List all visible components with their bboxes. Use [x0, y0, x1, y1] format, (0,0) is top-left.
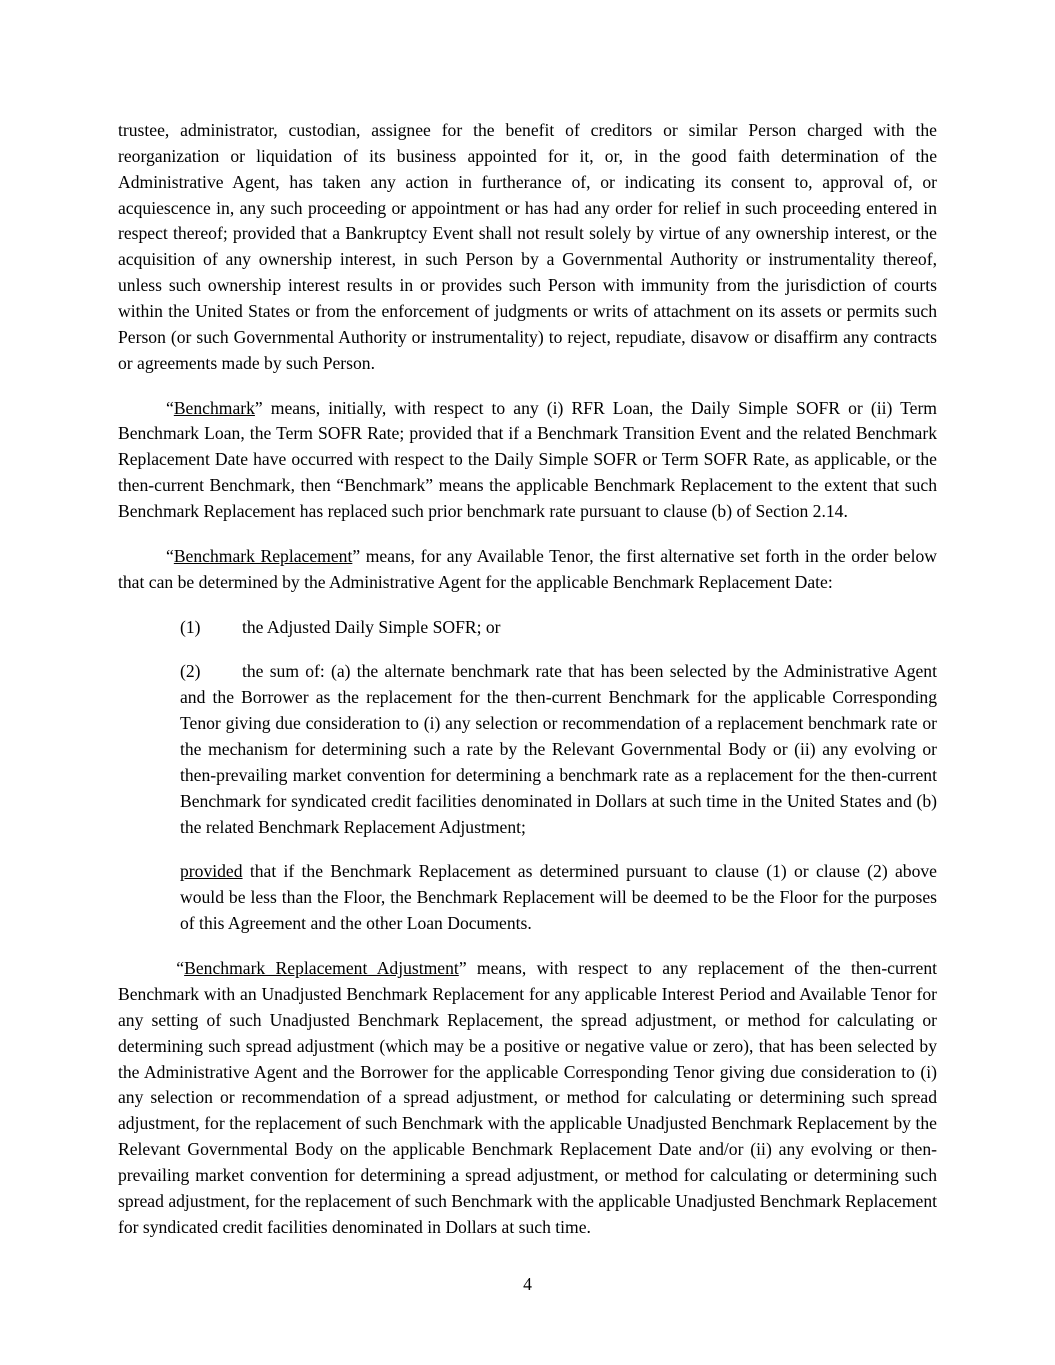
defined-term-benchmark: Benchmark [173, 397, 255, 418]
list-item-1-number: (1) [180, 616, 201, 637]
list-item-2 [180, 659, 937, 840]
list-item-2-number: (2) [180, 661, 201, 682]
page-number: 4 [523, 1274, 532, 1294]
defined-term-benchmark-replacement-adjustment: Benchmark Replacement Adjustment [184, 958, 459, 979]
proviso-paragraph [180, 859, 937, 937]
definition-benchmark-text: ” means, initially, with respect to any (i) RFR Loan, the Daily Simple SOFR or (ii) Term Benchmark Loan, the Term SOFR Rate; provided that if a Benchmark Transition Event and the related Benchmark Replacement Date have occurred with respect to the Daily Simple SOFR or Term SOFR Rate, as applicable, or the then-current Benchmark, then “Benchmark” means the applicable Benchmark Replacement to the extent that such Benchmark Replacement has replaced such prior benchmark rate pursuant to clause (b) of Section 2.14. [118, 397, 937, 522]
definition-benchmark-replacement-adjustment: “Benchmark Replacement Adjustment” means, with respect to any replacement of the then-current Benchmark with an Unadjusted Benchmark Replacement for any applicable Interest Period and Available Tenor for any setting of such Unadjusted Benchmark Replacement, the spread adjustment, or method for calculating or determining such spread adjustment (which may be a positive or negative value or zero), that has been selected by the Administrative Agent and the Borrower for the applicable Corresponding Tenor giving due consideration to (i) any selection or recommendation of a spread adjustment, or method for calculating or determining such spread adjustment, for the replacement of such Benchmark with the applicable Unadjusted Benchmark Replacement by the Relevant Governmental Body on the applicable Benchmark Replacement Date and/or (ii) any evolving or then-prevailing market convention for determining a spread adjustment, or method for calculating or determining such spread adjustment, for the replacement of such Benchmark with the applicable Unadjusted Benchmark Replacement for syndicated credit facilities denominated in Dollars at such time. [118, 958, 938, 1237]
open-quote: “ [166, 397, 174, 418]
definition-benchmark-replacement: “Benchmark Replacement” means, for any Available Tenor, the first alternative set forth in the order below that can be determined by the Administrative Agent for the applicable Benchmark Replacement Date: [118, 545, 937, 592]
list-item-1-text: the Adjusted Daily Simple SOFR; or [242, 616, 501, 637]
proviso-text: that if the Benchmark Replacement as determined pursuant to clause (1) or clause (2) above would be less than the Floor, the Benchmark Replacement will be deemed to be the Floor for the purposes of this Agreement and the other Loan Documents. [180, 861, 937, 934]
definition-benchmark-replacement-text: ” means, for any Available Tenor, the first alternative set forth in the order below that can be determined by the Administrative Agent for the applicable Benchmark Replacement Date: [118, 545, 937, 592]
proviso-lead-term: provided [180, 861, 243, 882]
defined-term-benchmark-replacement: Benchmark Replacement [173, 545, 353, 566]
document-body [118, 118, 937, 1241]
definition-benchmark-replacement-adjustment-text: ” means, with respect to any replacement of the then-current Benchmark with an Unadjusted Benchmark Replacement for any applicable Interest Period and Available Tenor for any setting of such Unadjusted Benchmark Replacement, the spread adjustment, or method for calculating or determining such spread adjustment (which may be a positive or negative value or zero), that has been selected by the Administrative Agent and the Borrower for the applicable Corresponding Tenor giving due consideration to (i) any selection or recommendation of a spread adjustment, or method for calculating or determining such spread adjustment, for the replacement of such Benchmark with the applicable Unadjusted Benchmark Replacement by the Relevant Governmental Body on the applicable Benchmark Replacement Date and/or (ii) any evolving or then-prevailing market convention for determining a spread adjustment, or method for calculating or determining such spread adjustment, for the replacement of such Benchmark with the applicable Unadjusted Benchmark Replacement for syndicated credit facilities denominated in Dollars at such time. [118, 958, 938, 1237]
definition-benchmark [118, 396, 937, 525]
list-item-1 [180, 615, 937, 641]
paragraph-continuation: trustee, administrator, custodian, assignee for the benefit of creditors or similar Person charged with the reorganization or liquidation of its business appointed for it, or, in the good faith determination of the Administrative Agent, has taken any action in furtherance of, or indicating its consent to, approval of, or acquiescence in, any such proceeding or appointment or has had any order for relief in such proceeding entered in respect thereof; provided that a Bankruptcy Event shall not result solely by virtue of any ownership interest, or the acquisition of any ownership interest, in such Person by a Governmental Authority or instrumentality thereof, unless such ownership interest results in or provides such Person with immunity from the jurisdiction of courts within the United States or from the enforcement of judgments or writs of attachment on its assets or permits such Person (or such Governmental Authority or instrumentality) to reject, repudiate, disavow or disaffirm any contracts or agreements made by such Person. [118, 120, 937, 373]
list-item-2-text: the sum of: (a) the alternate benchmark rate that has been selected by the Administrative Agent and the Borrower as the replacement for the then-current Benchmark for the applicable Corresponding Tenor giving due consideration to (i) any selection or recommendation of a replacement benchmark rate or the mechanism for determining such a rate by the Relevant Governmental Body or (ii) any evolving or then-prevailing market convention for determining a benchmark rate as a replacement for the then-current Benchmark for syndicated credit facilities denominated in Dollars at such time in the United States and (b) the related Benchmark Replacement Adjustment; [180, 661, 937, 837]
